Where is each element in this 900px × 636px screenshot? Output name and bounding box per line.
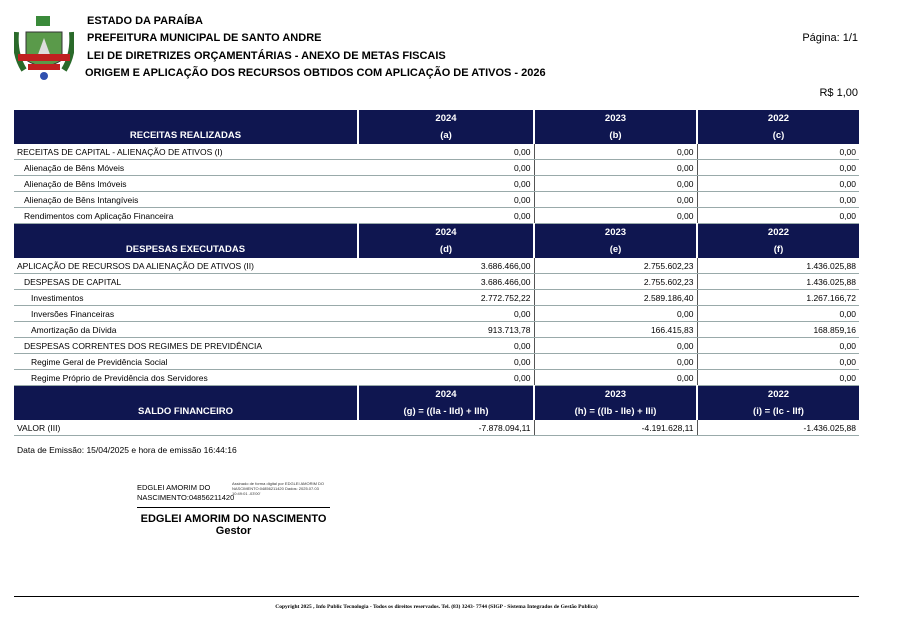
row-value: 0,00 [697, 370, 859, 386]
row-label: Inversões Financeiras [14, 306, 358, 322]
row-value: 0,00 [534, 144, 697, 160]
row-value: 1.436.025,88 [697, 258, 859, 274]
table-row [14, 354, 859, 370]
section-header-years [14, 386, 859, 403]
row-value: 0,00 [358, 338, 534, 354]
law-title: LEI DE DIRETRIZES ORÇAMENTÁRIAS - ANEXO DE METAS FISCAIS [87, 50, 446, 62]
row-value: -1.436.025,88 [697, 420, 859, 436]
row-value: -4.191.628,11 [534, 420, 697, 436]
row-label: Alienação de Bêns Móveis [14, 160, 358, 176]
row-value: 3.686.466,00 [358, 258, 534, 274]
footer-divider [14, 596, 859, 597]
table-row [14, 144, 859, 160]
row-label: Regime Geral de Previdência Social [14, 354, 358, 370]
table-row [14, 306, 859, 322]
year-header: 2024 [358, 224, 534, 241]
column-formula: (c) [697, 127, 859, 144]
row-value: 0,00 [358, 176, 534, 192]
row-label: VALOR (III) [14, 420, 358, 436]
year-header: 2023 [534, 386, 697, 403]
report-title: ORIGEM E APLICAÇÃO DOS RECURSOS OBTIDOS COM APLICAÇÃO DE ATIVOS - 2026 [85, 67, 546, 79]
row-value: 0,00 [697, 192, 859, 208]
year-header: 2023 [534, 224, 697, 241]
table-row [14, 274, 859, 290]
row-value: 0,00 [697, 354, 859, 370]
year-header: 2023 [534, 110, 697, 127]
section-title: SALDO FINANCEIRO [14, 403, 358, 420]
page-number: Página: 1/1 [802, 32, 858, 44]
row-label: RECEITAS DE CAPITAL - ALIENAÇÃO DE ATIVOS (I) [14, 144, 358, 160]
row-value: 0,00 [534, 160, 697, 176]
row-value: 0,00 [697, 208, 859, 224]
section-header [14, 403, 859, 420]
column-formula: (e) [534, 241, 697, 258]
table-row [14, 322, 859, 338]
section-title: DESPESAS EXECUTADAS [14, 241, 358, 258]
table-row [14, 208, 859, 224]
row-value: 0,00 [358, 306, 534, 322]
row-value: 1.267.166,72 [697, 290, 859, 306]
row-value: 0,00 [534, 192, 697, 208]
row-label: Rendimentos com Aplicação Financeira [14, 208, 358, 224]
year-header: 2024 [358, 386, 534, 403]
row-label: Alienação de Bêns Imóveis [14, 176, 358, 192]
row-value: 1.436.025,88 [697, 274, 859, 290]
row-value: 0,00 [358, 208, 534, 224]
municipality-name: PREFEITURA MUNICIPAL DE SANTO ANDRE [87, 32, 322, 44]
row-value: 166.415,83 [534, 322, 697, 338]
row-value: 2.772.752,22 [358, 290, 534, 306]
row-value: -7.878.094,11 [358, 420, 534, 436]
year-header: 2022 [697, 110, 859, 127]
row-value: 2.755.602,23 [534, 274, 697, 290]
row-value: 0,00 [534, 370, 697, 386]
currency-unit: R$ 1,00 [819, 87, 858, 99]
column-formula: (i) = (Ic - IIf) [697, 403, 859, 420]
state-name: ESTADO DA PARAÍBA [87, 15, 203, 27]
column-formula: (h) = ((Ib - IIe) + IIi) [534, 403, 697, 420]
digital-signature-name: EDGLEI AMORIM DO NASCIMENTO:04856211420 [137, 483, 235, 502]
row-value: 0,00 [534, 354, 697, 370]
table-row [14, 290, 859, 306]
year-header: 2024 [358, 110, 534, 127]
signer-role: Gestor [215, 525, 252, 537]
year-header: 2022 [697, 224, 859, 241]
row-value: 0,00 [534, 176, 697, 192]
table-row [14, 160, 859, 176]
row-label: Amortização da Dívida [14, 322, 358, 338]
row-value: 0,00 [697, 176, 859, 192]
row-label: Investimentos [14, 290, 358, 306]
row-value: 0,00 [358, 354, 534, 370]
column-formula: (f) [697, 241, 859, 258]
column-formula: (g) = ((Ia - IId) + IIh) [358, 403, 534, 420]
table-row [14, 370, 859, 386]
footer-copyright: Copyright 2025 , Info Public Tecnologia - Todos os direitos reservados. Tel. (83) 3243- 7744 (SIGP - Sistema Integrados de Gestão Publica) [275, 604, 598, 610]
signature-line [137, 507, 330, 508]
row-value: 3.686.466,00 [358, 274, 534, 290]
row-value: 168.859,16 [697, 322, 859, 338]
column-formula: (a) [358, 127, 534, 144]
row-value: 913.713,78 [358, 322, 534, 338]
row-label: Regime Próprio de Previdência dos Servidores [14, 370, 358, 386]
row-value: 0,00 [358, 144, 534, 160]
column-formula: (d) [358, 241, 534, 258]
row-value: 0,00 [697, 144, 859, 160]
row-value: 2.755.602,23 [534, 258, 697, 274]
row-value: 2.589.186,40 [534, 290, 697, 306]
signer-name: EDGLEI AMORIM DO NASCIMENTO [140, 513, 327, 525]
row-label: DESPESAS CORRENTES DOS REGIMES DE PREVIDÊNCIA [14, 338, 358, 354]
row-value: 0,00 [358, 370, 534, 386]
row-value: 0,00 [358, 192, 534, 208]
row-value: 0,00 [534, 306, 697, 322]
table-row [14, 420, 859, 436]
row-value: 0,00 [697, 160, 859, 176]
row-label: DESPESAS DE CAPITAL [14, 274, 358, 290]
table-row [14, 338, 859, 354]
row-value: 0,00 [534, 338, 697, 354]
section-header [14, 127, 859, 144]
section-header [14, 241, 859, 258]
row-value: 0,00 [697, 306, 859, 322]
row-value: 0,00 [534, 208, 697, 224]
year-header: 2022 [697, 386, 859, 403]
coat-of-arms-logo [14, 14, 74, 80]
column-formula: (b) [534, 127, 697, 144]
table-row [14, 258, 859, 274]
report-table [14, 110, 859, 436]
digital-signature-note: Assinado de forma digital por EDGLEI AMORIM DO NASCIMENTO:04856211420 Dados: 2025.07.03 10:49:01 -03'00' [232, 481, 325, 496]
emission-date: Data de Emissão: 15/04/2025 e hora de emissão 16:44:16 [17, 445, 237, 455]
section-header-years [14, 224, 859, 241]
table-row [14, 176, 859, 192]
section-title: RECEITAS REALIZADAS [14, 127, 358, 144]
row-label: Alienação de Bêns Intangíveis [14, 192, 358, 208]
row-value: 0,00 [358, 160, 534, 176]
section-header-years [14, 110, 859, 127]
table-row [14, 192, 859, 208]
row-label: APLICAÇÃO DE RECURSOS DA ALIENAÇÃO DE ATIVOS (II) [14, 258, 358, 274]
row-value: 0,00 [697, 338, 859, 354]
